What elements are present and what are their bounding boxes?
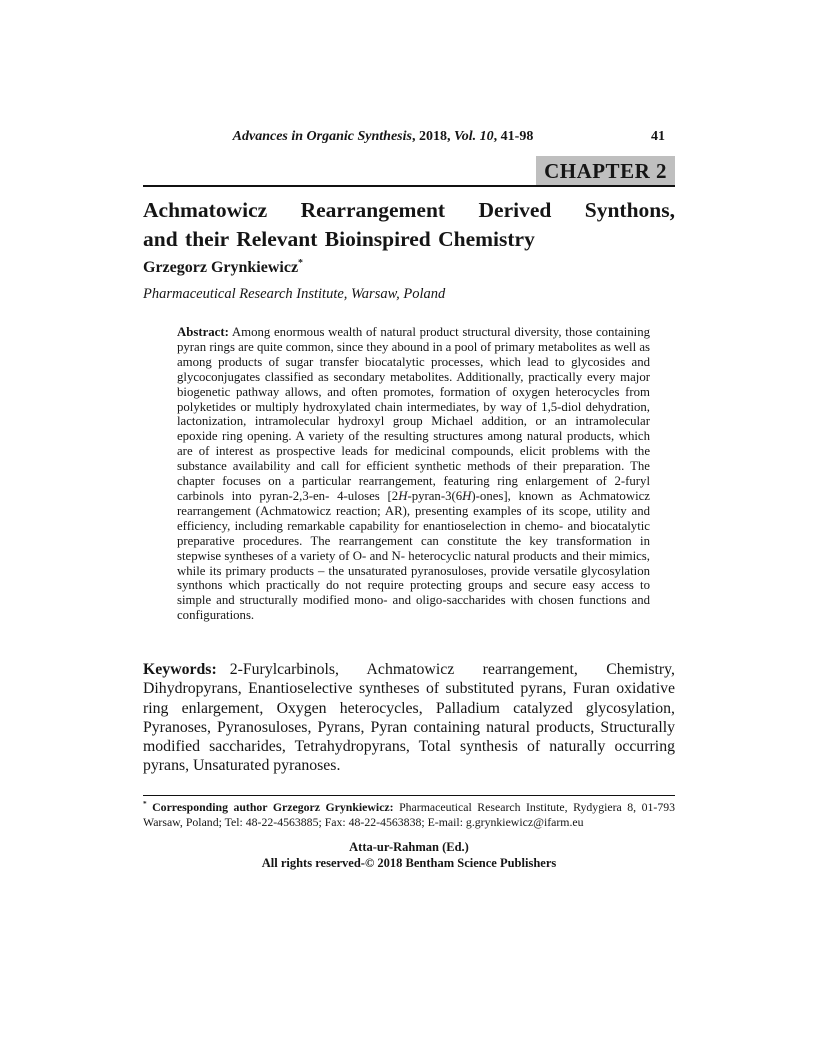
chapter-title-line2: and their Relevant Bioinspired Chemistry (143, 226, 535, 251)
abstract-block (177, 325, 650, 623)
abstract-label: Abstract: (177, 325, 229, 339)
keywords-label: Keywords: (143, 661, 217, 678)
page-number: 41 (651, 129, 665, 144)
chapter-rule (143, 150, 675, 187)
chapter-badge: CHAPTER 2 (536, 156, 675, 185)
journal-citation: Advances in Organic Synthesis, 2018, Vol. 10, 41-98 (232, 129, 534, 144)
content-column (143, 0, 675, 1056)
author-name: Grzegorz Grynkiewicz (143, 259, 299, 276)
editor-credit: Atta-ur-Rahman (Ed.) (349, 840, 469, 854)
footnote-label: Corresponding author Grzegorz Grynkiewicz: (152, 800, 394, 814)
author-line (143, 259, 675, 277)
author-affiliation: Pharmaceutical Research Institute, Warsaw, Poland (143, 286, 446, 302)
corresponding-author-footnote (143, 795, 675, 830)
keywords-text: 2-Furylcarbinols, Achmatowicz rearrangement, Chemistry, Dihydropyrans, Enantioselective syntheses of substituted pyrans, Furan oxidative ring enlargement, Oxygen heterocycles, Palladium catalyzed glycosylation, Pyranoses, Pyranosuloses, Pyrans, Pyran containing natural products, Structurally modified saccharides, Tetrahydropyrans, Total synthesis of naturally occurring pyrans, Unsaturated pyranoses. (143, 661, 675, 775)
chapter-title-line1: Achmatowicz Rearrangement Derived Synthons, (143, 198, 675, 222)
footnote-text: Pharmaceutical Research Institute, Rydygiera 8, 01-793 Warsaw, Poland; Tel: 48-22-4563885; Fax: 48-22-4563838; E-mail: g.grynkiewicz@ifarm.eu (143, 800, 676, 830)
keywords-block (143, 660, 675, 776)
publisher-footer (143, 839, 675, 871)
chapter-title (143, 196, 675, 253)
author-footnote-marker: * (298, 257, 303, 269)
abstract-text: Among enormous wealth of natural product structural diversity, those containing pyran rings are quite common, since they abound in a pool of primary metabolites as well as among products of sugar transfer biocatalytic processes, which lead to glycosides and glycoconjugates classified as secondary metabolites. Additionally, practically every major biogenetic pathway allows, and often promotes, formation of oxygen heterocycles from polyketides or multiply hydroxylated chain intermediates, by way of 1,5-diol dehydration, lactonization, intramolecular hydroxyl group Michael addition, or an intramolecular epoxide ring opening. A variety of the resulting structures among natural products, which are of interest as prospective leads for medicinal compounds, elicit problems with the substance availability and call for efficient synthetic methods of their preparation. The chapter focuses on a particular rearrangement, featuring ring enlargement of 2-furyl carbinols into pyran-2,3-en- 4-uloses [2H-pyran-3(6H)-ones], known as Achmatowicz rearrangement (Achmatowicz reaction; AR), presenting examples of its scope, utility and efficiency, including remarkable capability for enantioselection in chemo- and biocatalytic preparative procedures. The rearrangement can constitute the key transformation in stepwise syntheses of a variety of O- and N- heterocyclic natural products and their mimics, while its primary products – the unsaturated pyranosuloses, provide versatile glycosylation synthons which practically do not require protecting groups and secure easy access to simple and structurally modified mono- and oligo-saccharides with chosen functions and configurations. (177, 325, 651, 623)
footnote-marker: * (143, 799, 147, 809)
running-header (143, 129, 675, 147)
copyright-notice: All rights reserved-© 2018 Bentham Science Publishers (261, 856, 557, 870)
